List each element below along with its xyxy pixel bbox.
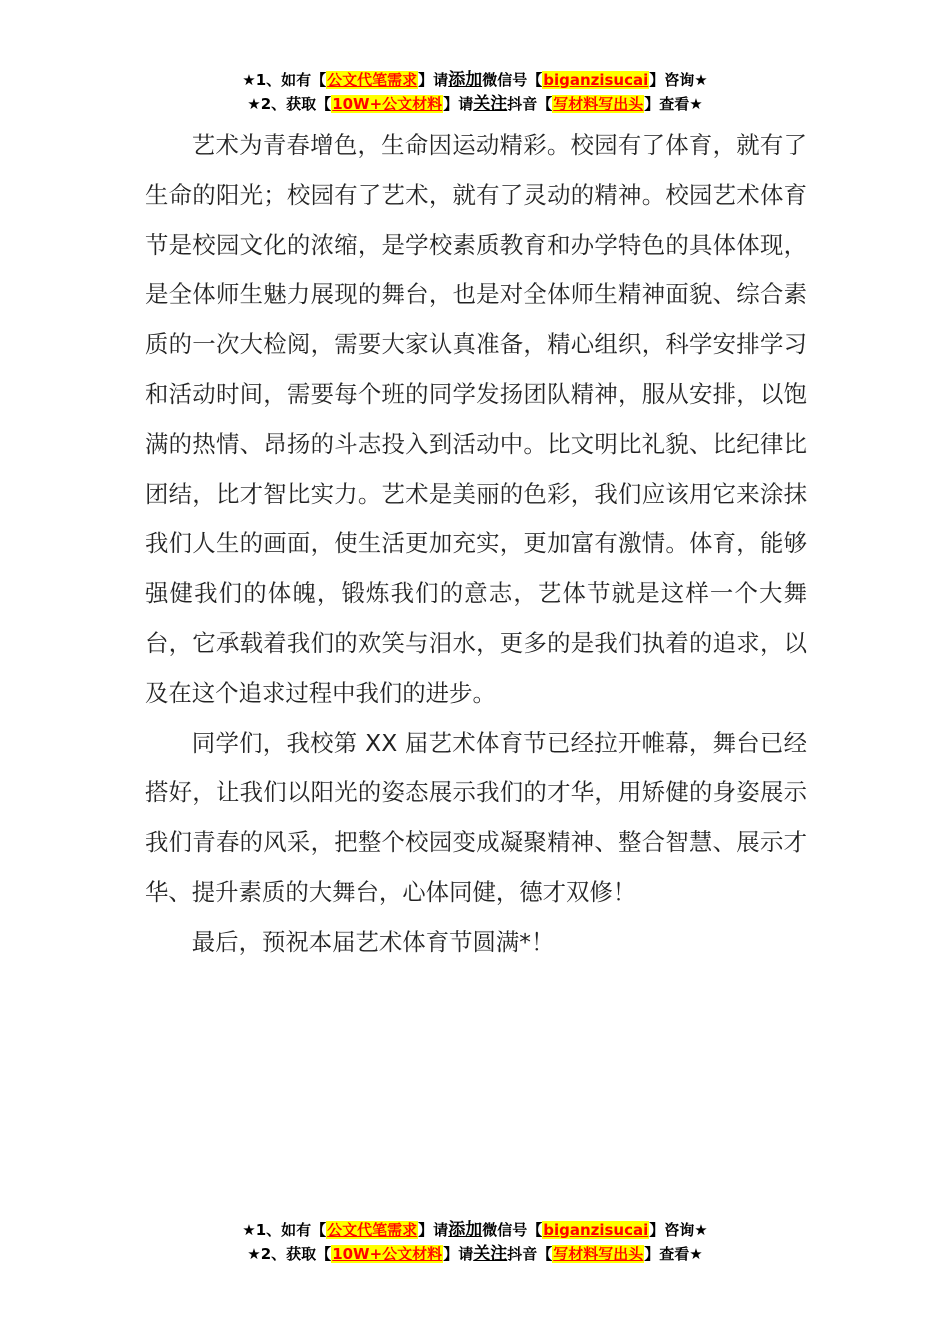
banner-line-1: [0, 68, 950, 92]
banner-line-2: [0, 92, 950, 116]
banner-text: 】请: [443, 1245, 474, 1263]
banner-text: 】咨询★: [649, 1221, 708, 1239]
service-highlight: 公文代笔需求: [327, 71, 418, 89]
banner-text: 】请: [443, 95, 474, 113]
banner-text: 微信号【: [482, 71, 543, 89]
douyin-account-highlight[interactable]: 写材料写出头: [553, 1245, 644, 1263]
service-highlight: 公文代笔需求: [327, 1221, 418, 1239]
paragraph: 最后，预祝本届艺术体育节圆满*！: [191, 927, 555, 956]
banner-text: 】请: [418, 71, 449, 89]
banner-text: 】查看★: [644, 1245, 703, 1263]
wechat-id-highlight[interactable]: biganzisucai: [543, 1221, 649, 1239]
banner-emphasis: 关注: [473, 1244, 508, 1264]
banner-line-2: [0, 1242, 950, 1266]
banner-emphasis: 添加: [448, 70, 483, 90]
banner-text: 抖音【: [507, 1245, 553, 1263]
banner-emphasis: 关注: [473, 94, 508, 114]
banner-text: 】请: [418, 1221, 449, 1239]
wechat-id-highlight[interactable]: biganzisucai: [543, 71, 649, 89]
materials-highlight: 10W+公文材料: [332, 95, 443, 113]
paragraph: 同学们，我校第 XX 届艺术体育节已经拉开帷幕，舞台已经搭好，让我们以阳光的姿态展示我们的才华，用矫健的身姿展示我们青春的风采，把整个校园变成凝聚精神、整合智慧、展示才华、提升素质的大舞台，心体同健，德才双修！: [145, 728, 807, 906]
banner-text: 】咨询★: [649, 71, 708, 89]
materials-highlight: 10W+公文材料: [332, 1245, 443, 1263]
header-banner: [0, 68, 950, 116]
banner-text: ★2、获取【: [247, 1245, 332, 1263]
banner-text: 抖音【: [507, 95, 553, 113]
douyin-account-highlight[interactable]: 写材料写出头: [553, 95, 644, 113]
paragraph: 艺术为青春增色，生命因运动精彩。校园有了体育，就有了生命的阳光；校园有了艺术，就有了灵动的精神。校园艺术体育节是校园文化的浓缩，是学校素质教育和办学特色的具体体现，是全体师生魅力展现的舞台，也是对全体师生精神面貌、综合素质的一次大检阅，需要大家认真准备，精心组织，科学安排学习和活动时间，需要每个班的同学发扬团队精神，服从安排，以饱满的热情、昂扬的斗志投入到活动中。比文明比礼貌、比纪律比团结，比才智比实力。艺术是美丽的色彩，我们应该用它来涂抹我们人生的画面，使生活更加充实，更加富有激情。体育，能够强健我们的体魄，锻炼我们的意志，艺体节就是这样一个大舞台，它承载着我们的欢笑与泪水，更多的是我们执着的追求，以及在这个追求过程中我们的进步。: [145, 131, 807, 707]
banner-text: 】查看★: [644, 95, 703, 113]
banner-text: 微信号【: [482, 1221, 543, 1239]
banner-text: ★1、如有【: [242, 1221, 327, 1239]
banner-text: ★2、获取【: [247, 95, 332, 113]
banner-text: ★1、如有【: [242, 71, 327, 89]
footer-banner: [0, 1218, 950, 1266]
banner-emphasis: 添加: [448, 1220, 483, 1240]
article-body: [145, 121, 807, 968]
banner-line-1: [0, 1218, 950, 1242]
